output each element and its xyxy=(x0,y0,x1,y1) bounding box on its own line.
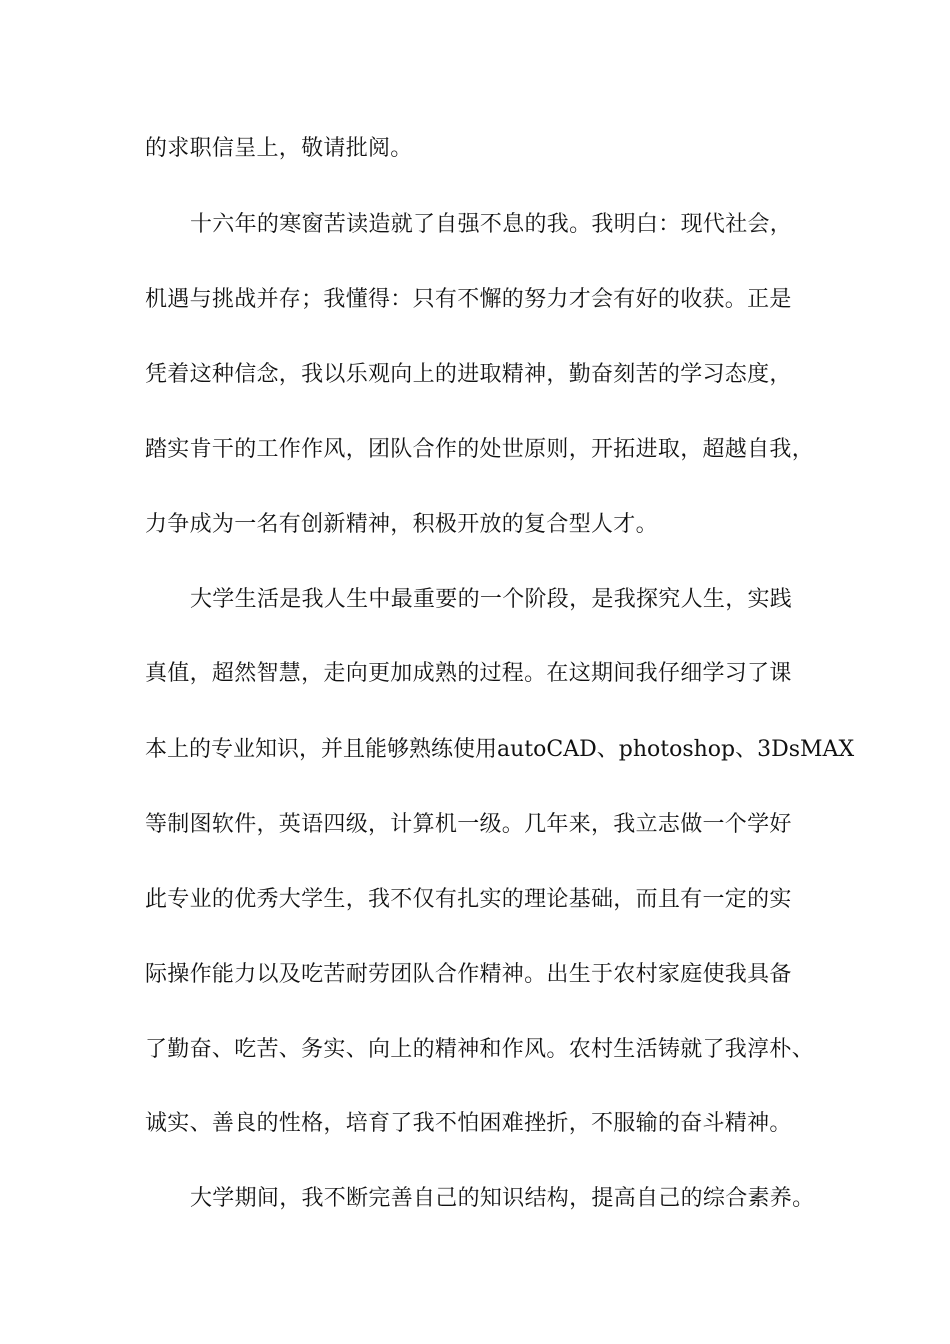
text-line-3: 机遇与挑战并存；我懂得：只有不懈的努力才会有好的收获。正是 xyxy=(145,287,792,312)
text-line-8: 真值，超然智慧，走向更加成熟的过程。在这期间我仔细学习了课 xyxy=(145,661,792,686)
text-line-5: 踏实肯干的工作作风，团队合作的处世原则，开拓进取，超越自我， xyxy=(145,437,815,462)
text-line-12: 际操作能力以及吃苦耐劳团队合作精神。出生于农村家庭使我具备 xyxy=(145,962,792,987)
text-line-9: 本上的专业知识，并且能够熟练使用autoCAD、photoshop、3DsMAX xyxy=(145,737,855,762)
paragraph-start-line: 十六年的寒窗苦读造就了自强不息的我。我明白：现代社会， xyxy=(190,212,793,237)
paragraph-start-line: 大学生活是我人生中最重要的一个阶段，是我探究人生，实践 xyxy=(190,587,793,612)
text-line-6: 力争成为一名有创新精神，积极开放的复合型人才。 xyxy=(145,512,658,537)
paragraph-start-line: 大学期间，我不断完善自己的知识结构，提高自己的综合素养。 xyxy=(190,1186,815,1211)
text-line-14: 诚实、善良的性格，培育了我不怕困难挫折，不服输的奋斗精神。 xyxy=(145,1111,792,1136)
text-line-4: 凭着这种信念，我以乐观向上的进取精神，勤奋刻苦的学习态度， xyxy=(145,362,792,387)
text-line-10: 等制图软件，英语四级，计算机一级。几年来，我立志做一个学好 xyxy=(145,812,792,837)
text-line-1: 的求职信呈上，敬请批阅。 xyxy=(145,136,413,161)
text-line-11: 此专业的优秀大学生，我不仅有扎实的理论基础，而且有一定的实 xyxy=(145,887,792,912)
text-line-13: 了勤奋、吃苦、务实、向上的精神和作风。农村生活铸就了我淳朴、 xyxy=(145,1037,815,1062)
